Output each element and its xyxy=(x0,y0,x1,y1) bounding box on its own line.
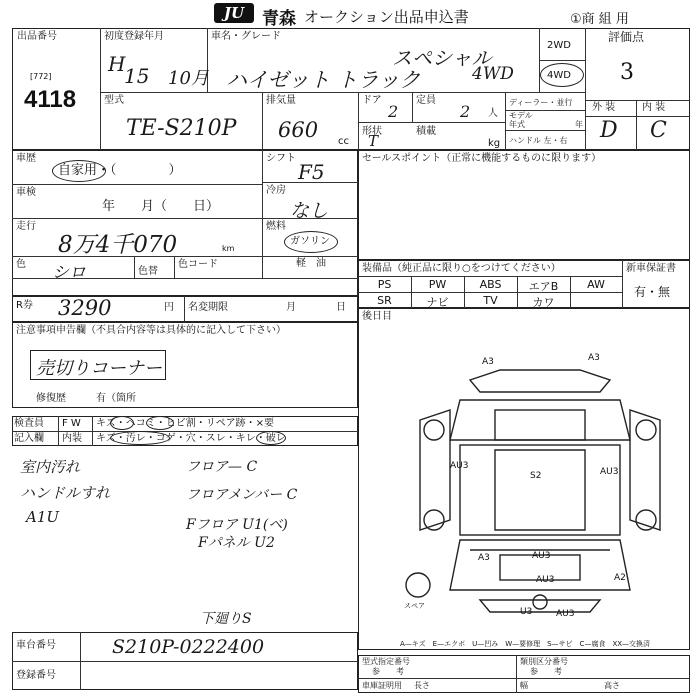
sales-point-label: セールスポイント（正常に機能するものに限ります） xyxy=(362,153,602,164)
height-label: 高さ xyxy=(604,681,620,690)
doors-value: 2 xyxy=(388,102,399,121)
reg-year-value: 15 xyxy=(124,64,150,88)
stain-circle xyxy=(110,431,170,445)
equip-pw: PW xyxy=(428,278,447,291)
shape-label: 形状 xyxy=(362,126,382,137)
displacement-label: 排気量 xyxy=(266,95,296,106)
equip-abs: ABS xyxy=(479,278,502,291)
designation-label: 型式指定番号 xyxy=(362,657,410,666)
vehicle-cert-label: 車庫証明用 xyxy=(362,681,402,690)
entry-label: 記入欄 xyxy=(14,433,44,444)
handle-label: ハンドル 左・右 xyxy=(509,136,568,145)
inspector-label: 検査員 xyxy=(14,418,44,429)
load-label: 積載 xyxy=(416,126,436,137)
fw-items: キズ・ヘコミ・ヒビ割・リペア跡・×要 xyxy=(96,418,274,429)
category-ref: 参 考 xyxy=(530,667,562,676)
rear-seat-label: 後日目 xyxy=(362,311,392,322)
damage-mark-6: AU3 xyxy=(532,551,551,561)
damage-mark-3: AU3 xyxy=(450,461,469,471)
history-options: 自家用・（ ） xyxy=(58,163,182,178)
remark-mid-1: フロア— C xyxy=(186,459,258,475)
fourwd-option: 4WD xyxy=(547,70,571,81)
reg-number-label: 登録番号 xyxy=(16,670,56,681)
cc-unit: cc xyxy=(338,136,349,147)
notes-label: 注意事項申告欄（不具合内容等は具体的に記入して下さい） xyxy=(16,325,286,336)
dealer-label: ディーラー・並行 xyxy=(509,98,573,107)
car-diagram xyxy=(400,350,690,640)
exterior-value: D xyxy=(600,118,618,143)
warranty-label: 新車保証書 xyxy=(626,263,676,274)
damage-mark-2: A3 xyxy=(588,353,600,363)
copy-label: ①商 組 用 xyxy=(570,12,629,27)
score-value: 3 xyxy=(620,60,634,85)
car-name-value: ハイゼット トラック xyxy=(226,68,421,92)
equip-airbag: エアB xyxy=(528,280,559,293)
score-label: 評価点 xyxy=(608,30,645,44)
yen-unit: 円 xyxy=(164,302,174,313)
remark-left-2: ハンドルすれ xyxy=(20,484,111,502)
name-change-label: 名変期限 xyxy=(188,302,228,313)
inspection-date: 年 月（ 日） xyxy=(102,199,220,214)
auction-logo: JU xyxy=(214,3,254,23)
damage-mark-8: AU3 xyxy=(536,575,555,585)
fourwd-circle xyxy=(540,63,584,87)
prefecture-name: 青森 xyxy=(262,9,296,29)
model-year-label: モデル 年式 xyxy=(509,111,533,129)
chassis-value: S210P-0222400 xyxy=(112,636,265,658)
mileage-label: 走行 xyxy=(16,221,36,232)
aircon-label: 冷房 xyxy=(266,185,286,196)
drive-value: 4WD xyxy=(472,64,514,84)
remark-left-1: 室内汚れ xyxy=(20,458,81,476)
equipment-label: 装備品（純正品に限り○をつけてください） xyxy=(362,263,561,274)
scratch-circle xyxy=(110,416,134,430)
grade-value: スペシャル xyxy=(392,46,492,70)
color-value: シロ xyxy=(52,263,86,283)
color-code-label: 色コード xyxy=(178,259,218,270)
remark-left-3: A1U xyxy=(26,508,60,526)
reg-month-value: 10月 xyxy=(168,68,209,89)
damage-mark-7: A3 xyxy=(478,553,490,563)
inspection-label: 車検 xyxy=(16,187,36,198)
interior-row-label: 内装 xyxy=(62,433,82,444)
recycle-label: R券 xyxy=(16,300,33,311)
exterior-label: 外 装 xyxy=(592,102,616,113)
name-change-day: 日 xyxy=(336,302,346,313)
capacity-label: 定員 xyxy=(416,95,436,106)
damage-mark-11: AU3 xyxy=(556,609,575,619)
equip-leather: カワ xyxy=(532,296,555,309)
model-label: 型式 xyxy=(104,95,124,106)
gasoline-circle xyxy=(284,231,338,253)
lot-small-number: [772] xyxy=(30,72,52,81)
remark-mid-2: フロアメンバー C xyxy=(186,487,298,503)
model-value: TE-S210P xyxy=(126,116,237,141)
damage-mark-5: AU3 xyxy=(600,467,619,477)
color-change-label: 色替 xyxy=(138,266,158,277)
history-label: 車歴 xyxy=(16,153,36,164)
twowd-option: 2WD xyxy=(547,40,571,51)
fw-label: F W xyxy=(62,418,81,429)
equip-ps: PS xyxy=(377,278,392,291)
under-remark: 下廻りS xyxy=(200,611,252,627)
doors-label: ドア xyxy=(362,95,382,106)
damage-mark-1: A3 xyxy=(482,357,494,367)
mileage-value: 8万4千070 xyxy=(58,232,178,258)
kg-unit: kg xyxy=(488,138,501,149)
wear-circle xyxy=(256,431,286,445)
capacity-value: 2 xyxy=(460,102,471,121)
interior-items: キズ・汚レ・コゲ・穴・スレ・キレ・破レ xyxy=(96,433,286,444)
year-unit: 年 xyxy=(575,120,583,129)
warranty-options: 有・無 xyxy=(634,285,671,299)
repair-history-label: 修復歴 有（箇所 xyxy=(36,393,136,404)
remark-mid-4: Fパネル U2 xyxy=(198,535,275,551)
private-use-circle xyxy=(52,160,106,182)
shift-label: シフト xyxy=(266,153,296,164)
first-reg-label: 初度登録年月 xyxy=(104,31,164,42)
equip-aw: AW xyxy=(587,278,605,291)
car-name-label: 車名・グレード xyxy=(211,31,281,42)
equip-tv: TV xyxy=(483,294,498,307)
fuel-label: 燃料 xyxy=(266,221,286,232)
fuel-gasoline: ガソリン xyxy=(290,236,330,247)
category-label: 類別区分番号 xyxy=(520,657,568,666)
damage-mark-9: A2 xyxy=(614,573,626,583)
displacement-value: 660 xyxy=(278,118,319,142)
aircon-value: なし xyxy=(290,200,329,222)
chassis-label: 車台番号 xyxy=(16,640,56,651)
name-change-month: 月 xyxy=(286,302,296,313)
sales-point-section xyxy=(358,150,690,260)
lot-number-label: 出品番号 xyxy=(17,31,57,42)
fuel-diesel: 軽 油 xyxy=(296,258,326,269)
damage-legend: A—キズ E—エクボ U—凹み W—要修理 S—サビ C—腐食 XX—交換済 xyxy=(400,640,651,648)
lot-number-value: 4118 xyxy=(24,86,77,113)
shift-value: F5 xyxy=(298,160,325,184)
length-label: 長さ xyxy=(414,681,430,690)
persons-unit: 人 xyxy=(488,108,498,119)
equip-navi: ナビ xyxy=(426,296,449,309)
shape-value: T xyxy=(368,132,379,150)
designation-ref: 参 考 xyxy=(372,667,404,676)
equip-sr: SR xyxy=(377,294,392,307)
era-value: H xyxy=(108,52,126,76)
form-title: オークション出品申込書 xyxy=(304,8,469,26)
interior-value: C xyxy=(650,118,667,143)
recycle-value: 3290 xyxy=(58,296,112,320)
remark-mid-3: Fフロア U1(ベ) xyxy=(186,517,288,533)
km-unit: km xyxy=(222,244,235,253)
interior-label: 内 装 xyxy=(642,102,666,113)
spare-label: スペア xyxy=(404,602,425,610)
notes-handwritten: 売切りコーナー xyxy=(36,358,162,379)
damage-mark-10: U3 xyxy=(520,607,533,617)
dent-circle xyxy=(146,416,174,430)
width-label: 幅 xyxy=(520,681,528,690)
color-label: 色 xyxy=(16,259,26,270)
damage-mark-4: S2 xyxy=(530,471,542,481)
